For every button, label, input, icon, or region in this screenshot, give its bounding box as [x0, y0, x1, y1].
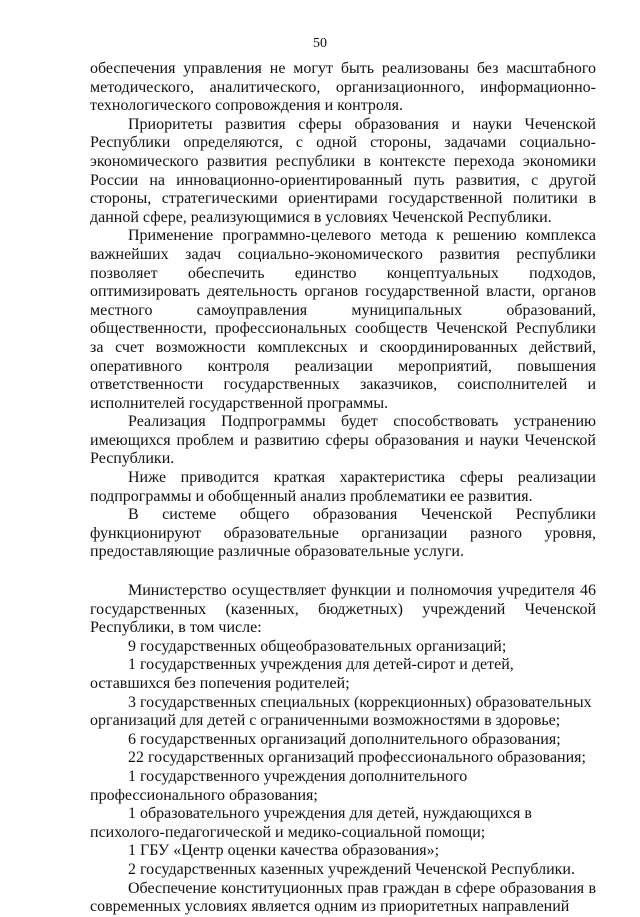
- list-item: 1 государственного учреждения дополнительного профессионального образования;: [90, 767, 468, 804]
- paragraph-characteristics: Ниже приводится краткая характеристика сферы реализации подпрограммы и обобщенный анализ проблематики ее развития.: [90, 469, 596, 505]
- paragraph-program-method: Применение программно-целевого метода к решению комплекса важнейших задач социально-экономического развития республики позволяет обеспечить единство концептуальных подходов, оптимизировать деятельность органов государственной власти, органов местного самоуправления муниципальных образований, общественности, профессиональных сообществ Чеченской Республики за счет возможности комплексных и скоординированных действий, оперативного контроля реализации мероприятий, повышения ответственности государственных заказчиков, соисполнителей и исполнителей государственной программы.: [90, 227, 596, 412]
- list-item: 1 ГБУ «Центр оценки качества образования»;: [128, 842, 440, 860]
- list-item: 1 государственных учреждения для детей-сирот и детей, оставшихся без попечения родителей;: [90, 656, 514, 692]
- list-item: 9 государственных общеобразовательных организаций;: [128, 637, 507, 655]
- page-number: 50: [313, 36, 327, 51]
- list-item: 2 государственных казенных учреждений Чеченской Республики.: [128, 860, 575, 878]
- paragraph-subprogram-implementation: Реализация Подпрограммы будет способствовать устранению имеющихся проблем и развитию сферы образования и науки Чеченской Республики.: [90, 413, 596, 468]
- list-item: 6 государственных организаций дополнительного образования;: [128, 730, 561, 748]
- list-item: 3 государственных специальных (коррекционных) образовательных организаций для детей с ограниченными возможностями в здоровье;: [90, 693, 592, 730]
- paragraph-priorities: Приоритеты развития сферы образования и науки Чеченской Республики определяются, с одной стороны, задачами социально-экономического развития республики в контексте перехода экономики России на инновационно-ориентированный путь развития, с другой стороны, стратегическими ориентирами государственной политики в данной сфере, реализующимися в условиях Чеченской Республики.: [90, 115, 596, 226]
- list-item: 1 образовательного учреждения для детей, нуждающихся в психолого-педагогической и медико-социальной помощи;: [90, 805, 532, 841]
- paragraph-continuation: обеспечения управления не могут быть реализованы без масштабного методического, аналитического, организационного, информационно-технологического сопровождения и контроля.: [90, 60, 596, 115]
- blank-line: [90, 562, 596, 582]
- paragraph-ministry: Министерство осуществляет функции и полномочия учредителя 46 государственных (казенных, бюджетных) учреждений Чеченской Республики, в том числе:: [90, 582, 596, 637]
- list-item: 22 государственных организаций профессионального образования;: [128, 749, 586, 767]
- paragraph-constitutional-rights: Обеспечение конституционных прав граждан в сфере образования в современных условиях является одним из приоритетных направлений: [90, 879, 596, 916]
- paragraph-general-education: В системе общего образования Чеченской Республики функционируют образовательные организации разного уровня, предоставляющие различные образовательные услуги.: [90, 506, 596, 561]
- document-body: [90, 60, 596, 917]
